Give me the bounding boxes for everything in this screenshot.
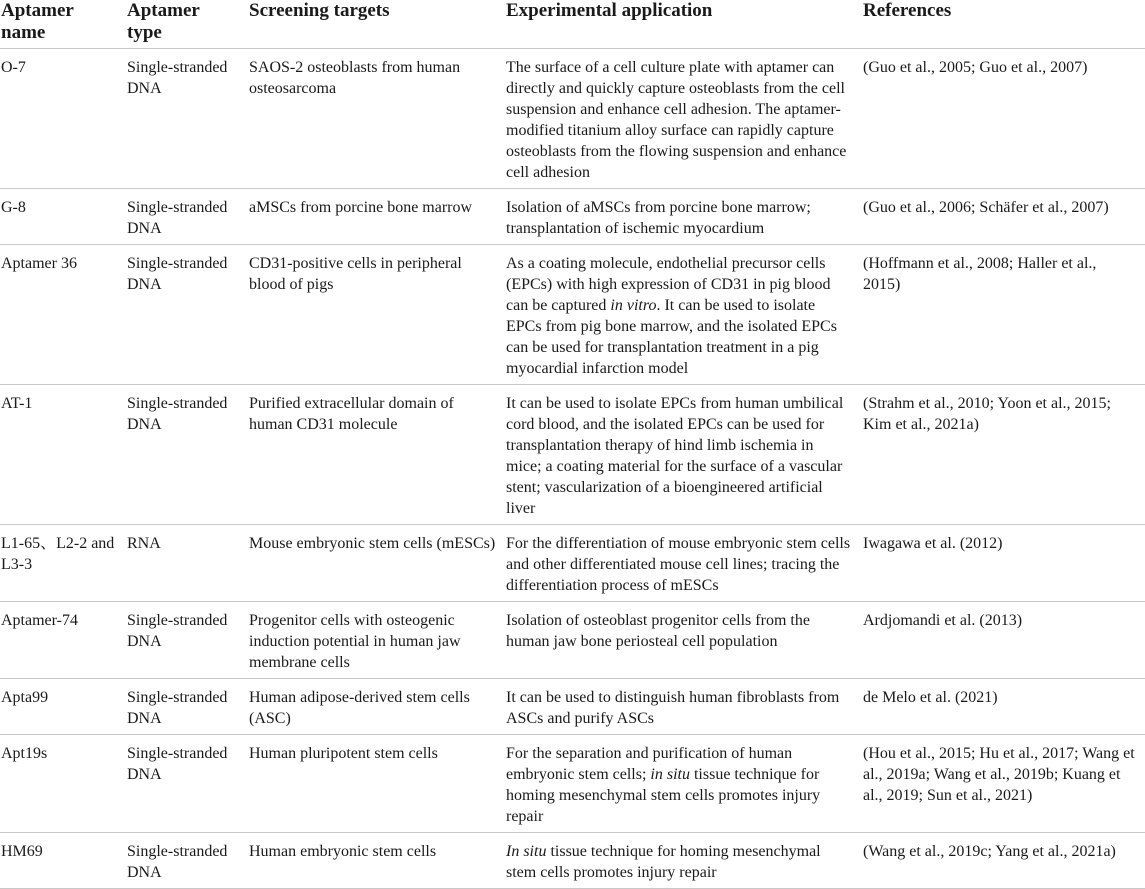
table-row — [0, 49, 1145, 189]
application-text: As a coating molecule, endothelial precursor cells (EPCs) with high expression of CD31 in pig blood can be captured — [506, 255, 831, 314]
application-text: tissue technique for homing mesenchymal stem cells promotes injury repair — [506, 843, 821, 881]
cell-screening-target: aMSCs from porcine bone marrow — [249, 189, 506, 245]
cell-aptamer-name: HM69 — [0, 833, 127, 889]
table-row — [0, 602, 1145, 679]
cell-references: (Guo et al., 2006; Schäfer et al., 2007) — [863, 189, 1145, 245]
table-row — [0, 189, 1145, 245]
cell-screening-target: Purified extracellular domain of human CD31 molecule — [249, 385, 506, 525]
cell-aptamer-name: G-8 — [0, 189, 127, 245]
application-text: . It can be used to isolate EPCs from pig bone marrow, and the isolated EPCs can be used for transplantation treatment in a pig myocardial infarction model — [506, 297, 837, 377]
cell-experimental-application — [506, 245, 863, 385]
cell-experimental-application: For the differentiation of mouse embryonic stem cells and other differentiated mouse cell lines; tracing the differentiation process of mESCs — [506, 525, 863, 602]
cell-aptamer-type: Single-stranded DNA — [127, 602, 249, 679]
cell-experimental-application: Isolation of aMSCs from porcine bone marrow; transplantation of ischemic myocardium — [506, 189, 863, 245]
cell-aptamer-name: Apt19s — [0, 735, 127, 833]
cell-experimental-application — [506, 833, 863, 889]
header-references: References — [863, 0, 1145, 49]
cell-references: (Hoffmann et al., 2008; Haller et al., 2015) — [863, 245, 1145, 385]
header-aptamer-type: Aptamer type — [127, 0, 249, 49]
italic-text: in situ — [650, 766, 690, 783]
header-experimental-application: Experimental application — [506, 0, 863, 49]
table-header-row — [0, 0, 1145, 49]
cell-aptamer-name: Apta99 — [0, 679, 127, 735]
cell-references: de Melo et al. (2021) — [863, 679, 1145, 735]
cell-experimental-application — [506, 735, 863, 833]
cell-references: Ardjomandi et al. (2013) — [863, 602, 1145, 679]
cell-aptamer-type: Single-stranded DNA — [127, 49, 249, 189]
cell-aptamer-name: L1-65、L2-2 and L3-3 — [0, 525, 127, 602]
cell-aptamer-name: AT-1 — [0, 385, 127, 525]
italic-text: in vitro — [610, 297, 657, 314]
cell-experimental-application: It can be used to isolate EPCs from human umbilical cord blood, and the isolated EPCs can be used for transplantation therapy of hind limb ischemia in mice; a coating material for the surface of a vascular stent; vascularization of a bioengineered artificial liver — [506, 385, 863, 525]
table-row — [0, 833, 1145, 889]
cell-screening-target: CD31-positive cells in peripheral blood of pigs — [249, 245, 506, 385]
cell-references: (Hou et al., 2015; Hu et al., 2017; Wang et al., 2019a; Wang et al., 2019b; Kuang et al., 2019; Sun et al., 2021) — [863, 735, 1145, 833]
table-row — [0, 735, 1145, 833]
italic-text: In situ — [506, 843, 547, 860]
cell-screening-target: Mouse embryonic stem cells (mESCs) — [249, 525, 506, 602]
application-text: For the separation and purification of human embryonic stem cells; — [506, 745, 793, 783]
cell-aptamer-type: Single-stranded DNA — [127, 679, 249, 735]
cell-aptamer-type: Single-stranded DNA — [127, 245, 249, 385]
cell-references: Iwagawa et al. (2012) — [863, 525, 1145, 602]
cell-references: (Wang et al., 2019c; Yang et al., 2021a) — [863, 833, 1145, 889]
cell-screening-target: Progenitor cells with osteogenic induction potential in human jaw membrane cells — [249, 602, 506, 679]
header-screening-targets: Screening targets — [249, 0, 506, 49]
cell-aptamer-type: Single-stranded DNA — [127, 735, 249, 833]
cell-references: (Guo et al., 2005; Guo et al., 2007) — [863, 49, 1145, 189]
cell-aptamer-name: O-7 — [0, 49, 127, 189]
header-aptamer-name: Aptamer name — [0, 0, 127, 49]
cell-aptamer-name: Aptamer-74 — [0, 602, 127, 679]
cell-aptamer-type: Single-stranded DNA — [127, 385, 249, 525]
cell-screening-target: Human embryonic stem cells — [249, 833, 506, 889]
cell-screening-target: Human adipose-derived stem cells (ASC) — [249, 679, 506, 735]
cell-aptamer-type: Single-stranded DNA — [127, 189, 249, 245]
cell-screening-target: Human pluripotent stem cells — [249, 735, 506, 833]
cell-experimental-application: It can be used to distinguish human fibroblasts from ASCs and purify ASCs — [506, 679, 863, 735]
cell-aptamer-type: RNA — [127, 525, 249, 602]
cell-aptamer-type: Single-stranded DNA — [127, 833, 249, 889]
table-row — [0, 679, 1145, 735]
cell-references: (Strahm et al., 2010; Yoon et al., 2015; Kim et al., 2021a) — [863, 385, 1145, 525]
cell-experimental-application: The surface of a cell culture plate with aptamer can directly and quickly capture osteoblasts from the cell suspension and enhance cell adhesion. The aptamer-modified titanium alloy surface can rapidly capture osteoblasts from the flowing suspension and enhance cell adhesion — [506, 49, 863, 189]
cell-aptamer-name: Aptamer 36 — [0, 245, 127, 385]
cell-screening-target: SAOS-2 osteoblasts from human osteosarcoma — [249, 49, 506, 189]
table-body — [0, 49, 1145, 889]
table-row — [0, 245, 1145, 385]
table-row — [0, 525, 1145, 602]
table-row — [0, 385, 1145, 525]
application-text: tissue technique for homing mesenchymal stem cells promotes injury repair — [506, 766, 821, 825]
cell-experimental-application: Isolation of osteoblast progenitor cells from the human jaw bone periosteal cell population — [506, 602, 863, 679]
